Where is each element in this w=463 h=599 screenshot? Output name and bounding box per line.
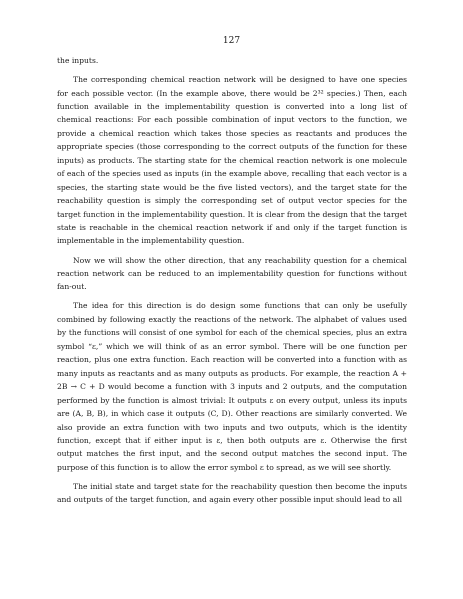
paragraph: The idea for this direction is do design some functions that can only be usefully combined by following exactly the reactions of the network. The alphabet of values used by the functions will consist of one symbol for each of the chemical species, plus an extra symbol “ε,” which we will think of as an error symbol. There will be one function per reaction, plus one extra function. Each reaction will be converted into a function with as many inputs as reactants and as many outputs as products. For example, the reaction A + 2B → C + D would become a function with 3 inputs and 2 outputs, and the computation performed by the function is almost trivial: It outputs ε on every output, unless its inputs are (A, B, B), in which case it outputs (C, D). Other reactions are similarly converted. We also provide an extra function with two inputs and two outputs, which is the identity function, except that if either input is ε, then both outputs are ε. Otherwise the first output matches the first input, and the second output matches the second input. The purpose of this function is to allow the error symbol ε to spread, as we will see shortly.	[57, 301, 407, 472]
paragraph: Now we will show the other direction, that any reachability question for a chemical reaction network can be reduced to an implementability question for functions without fan-out.	[57, 255, 407, 292]
body-text	[57, 54, 407, 512]
paragraph: The initial state and target state for the reachability question then become the inputs and outputs of the target function, and again every other possible input should lead to all	[57, 481, 407, 505]
paragraph: the inputs.	[57, 56, 99, 65]
page-number: 127	[222, 36, 241, 46]
paragraph: The corresponding chemical reaction network will be designed to have one species for each possible vector. (In the example above, there would be 2³² species.) Then, each function available in the implementability question is converted into a long list of chemical reactions: For each possible combination of input vectors to the function, we provide a chemical reaction which takes those species as reactants and produces the appropriate species (those corresponding to the correct outputs of the function for these inputs) as products. The starting state for the chemical reaction network is one molecule of each of the species used as inputs (in the example above, recalling that each vector is a species, the starting state would be the five listed vectors), and the target state for the reachability question is simply the corresponding set of output vector species for the target function in the implementability question. It is clear from the design that the target state is reachable in the chemical reaction network if and only if the target function is implementable in the implementability question.	[57, 75, 407, 246]
